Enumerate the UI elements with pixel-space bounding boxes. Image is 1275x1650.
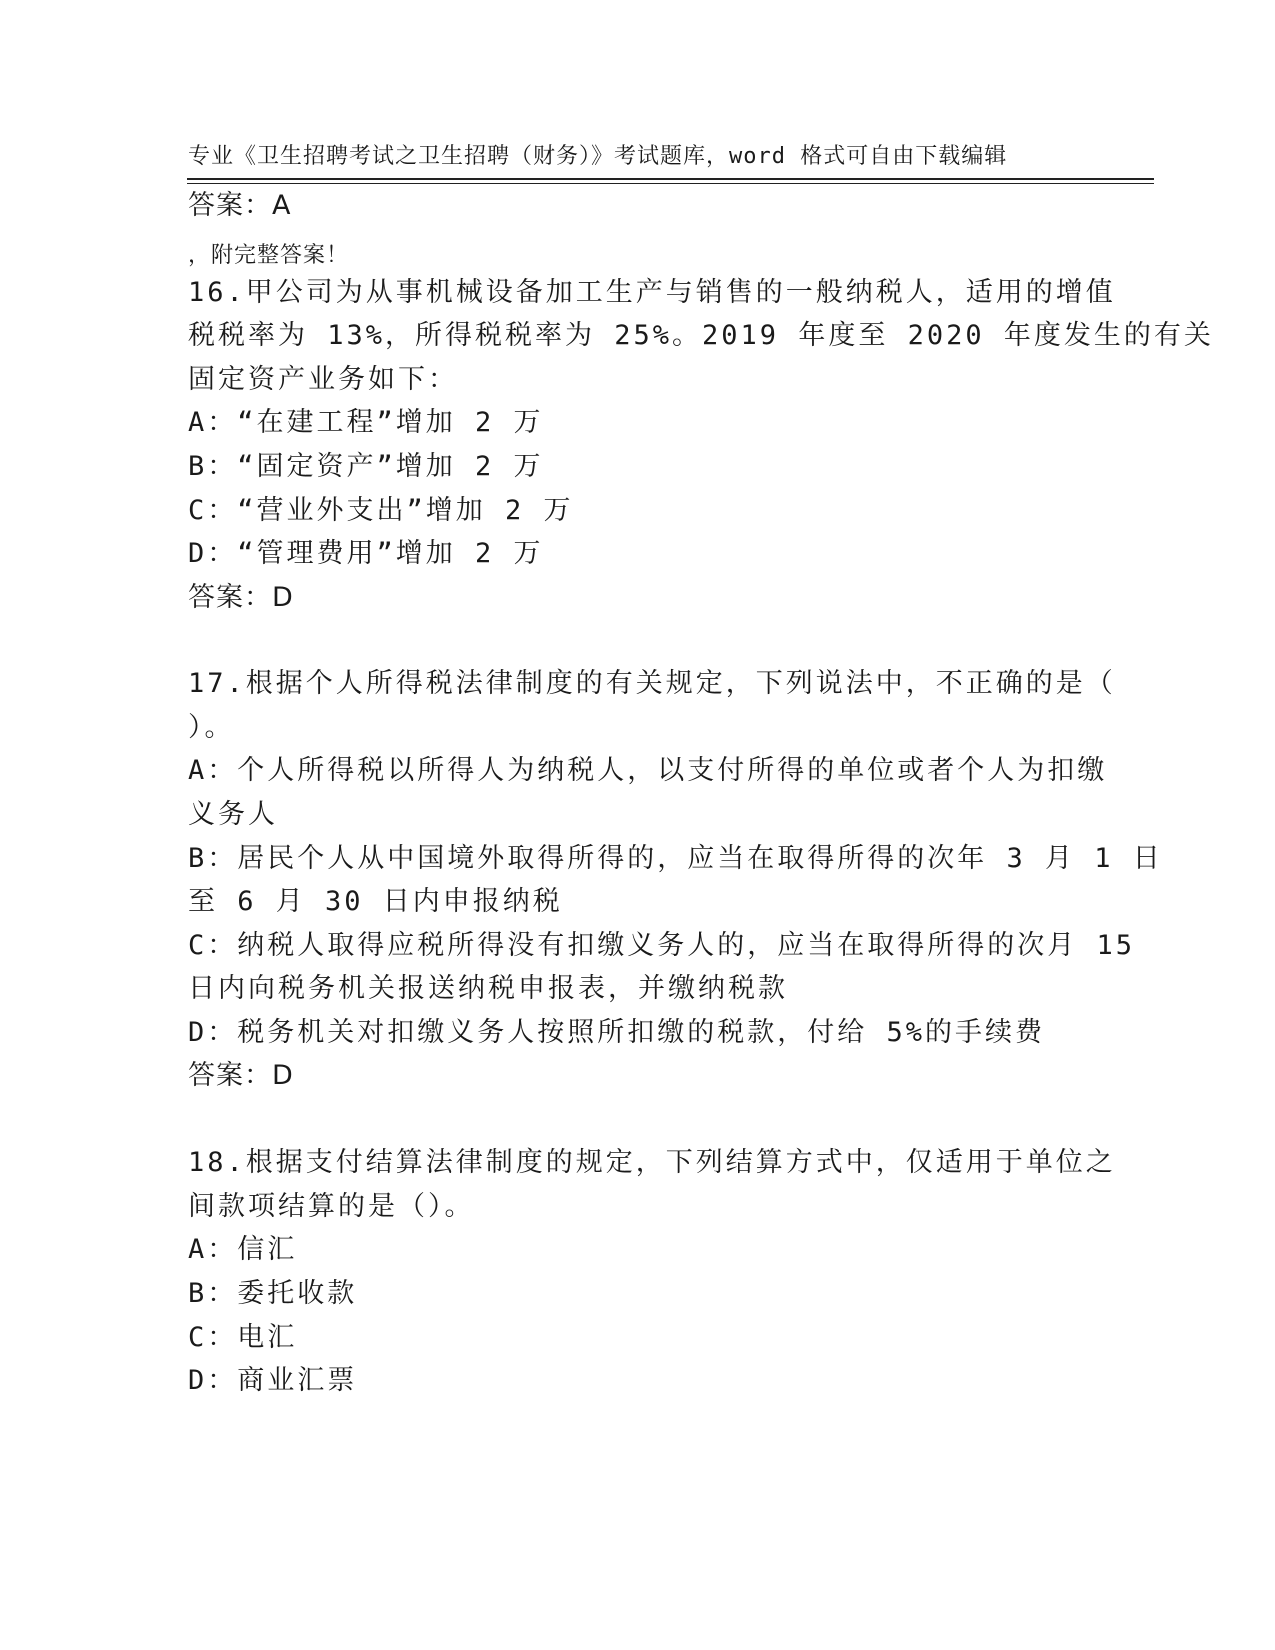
question-17-line-2: ）。: [188, 712, 235, 743]
question-16-option-a: A：“在建工程”增加 2 万: [188, 407, 544, 438]
question-18-option-b: B：委托收款: [188, 1278, 358, 1309]
question-16-option-d: D：“管理费用”增加 2 万: [188, 538, 544, 569]
question-17-option-a-line-2: 义务人: [188, 799, 278, 830]
question-17-option-d: D：税务机关对扣缴义务人按照所扣缴的税款，付给 5%的手续费: [188, 1017, 1046, 1048]
question-17-answer: 答案：D: [188, 1060, 294, 1091]
question-16-option-b: B：“固定资产”增加 2 万: [188, 451, 544, 482]
question-18-line-1: 18.根据支付结算法律制度的规定，下列结算方式中，仅适用于单位之: [188, 1147, 1116, 1178]
question-16-option-c: C：“营业外支出”增加 2 万: [188, 495, 574, 526]
question-18-option-d: D：商业汇票: [188, 1365, 358, 1396]
question-16-line-1: 16.甲公司为从事机械设备加工生产与销售的一般纳税人，适用的增值: [188, 277, 1116, 308]
question-17-option-c-line-1: C：纳税人取得应税所得没有扣缴义务人的，应当在取得所得的次月 15: [188, 930, 1136, 961]
header-rule-thin: [187, 183, 1154, 184]
question-18-line-2: 间款项结算的是（）。: [188, 1191, 475, 1222]
question-17-option-c-line-2: 日内向税务机关报送纳税申报表，并缴纳税款: [188, 973, 788, 1004]
header-rule-thick: [187, 178, 1154, 180]
header-line-2: ，附完整答案！: [188, 243, 350, 268]
question-17-option-b-line-2: 至 6 月 30 日内申报纳税: [188, 886, 563, 917]
question-17-option-a-line-1: A：个人所得税以所得人为纳税人，以支付所得的单位或者个人为扣缴: [188, 755, 1108, 786]
question-16-line-2: 税税率为 13%，所得税税率为 25%。2019 年度至 2020 年度发生的有关: [188, 320, 1214, 351]
question-16-answer: 答案：D: [188, 582, 294, 613]
answer-label: 答案：A: [188, 190, 292, 221]
question-16-line-3: 固定资产业务如下：: [188, 364, 458, 395]
question-17-line-1: 17.根据个人所得税法律制度的有关规定，下列说法中，不正确的是（: [188, 668, 1116, 699]
question-17-option-b-line-1: B：居民个人从中国境外取得所得的，应当在取得所得的次年 3 月 1 日: [188, 843, 1163, 874]
question-18-option-c: C：电汇: [188, 1322, 298, 1353]
question-18-option-a: A：信汇: [188, 1234, 298, 1265]
header-line-1: 专业《卫生招聘考试之卫生招聘（财务）》考试题库，word 格式可自由下载编辑: [188, 144, 1008, 169]
